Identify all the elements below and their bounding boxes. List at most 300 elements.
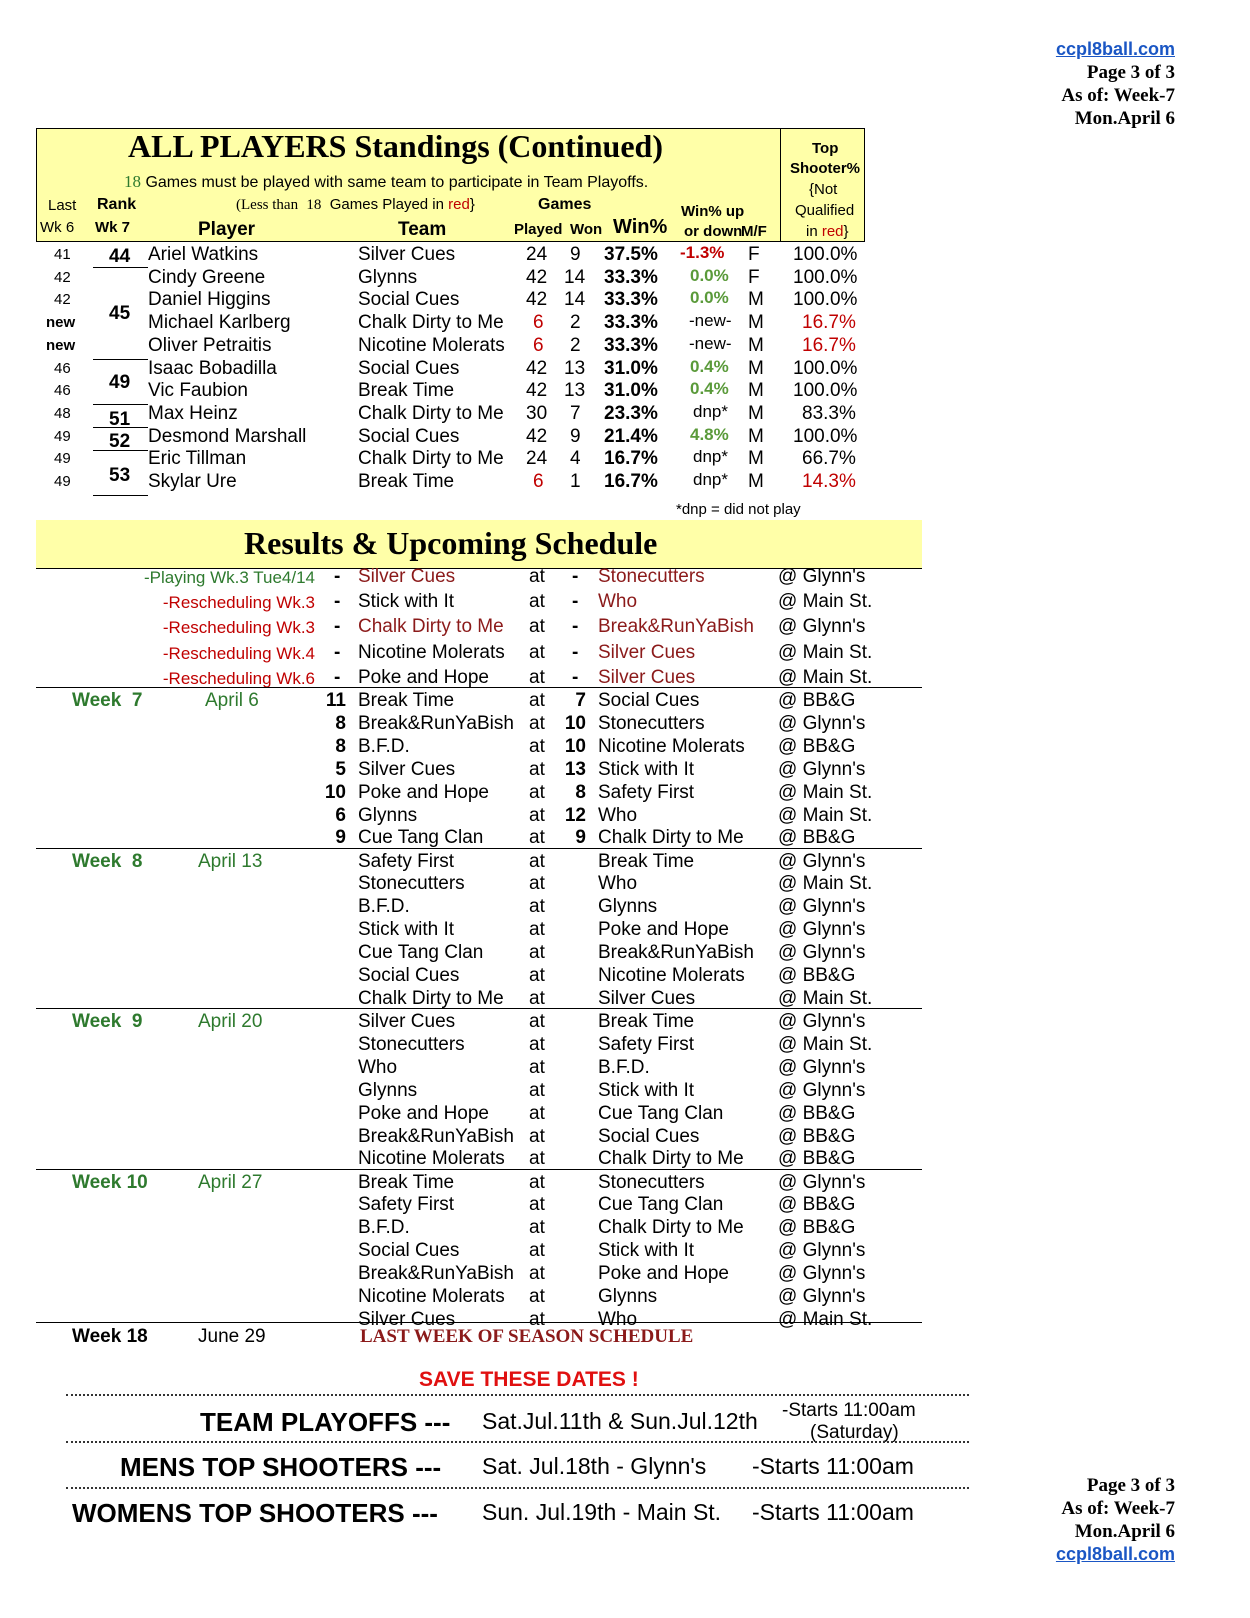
row-win-pct: 33.3% [604, 334, 658, 356]
row-win-pct: 33.3% [604, 289, 658, 311]
makeup-away-team: Who [598, 591, 638, 613]
row-team-name: Chalk Dirty to Me [358, 448, 504, 470]
makeup-venue: @ Main St. [778, 591, 873, 613]
row-team-name: Social Cues [358, 289, 460, 311]
away-team: Glynns [598, 896, 658, 918]
top-shooter-brace: } [843, 223, 849, 240]
row-last-week-rank: new [46, 314, 76, 332]
away-team: Cue Tang Clan [598, 1102, 724, 1124]
row-team-name: Silver Cues [358, 244, 456, 265]
venue: @ BB&G [778, 1102, 856, 1124]
at-label: at [529, 919, 545, 941]
home-team: Nicotine Molerats [358, 1148, 505, 1170]
away-team: Stick with It [598, 758, 695, 780]
row-win-change: 0.4% [690, 356, 729, 376]
row-player-name: Daniel Higgins [148, 289, 271, 311]
row-last-week-rank: 49 [54, 473, 71, 490]
row-player-name: Oliver Petraitis [148, 334, 272, 356]
makeup-label: -Rescheduling Wk.6 [162, 668, 315, 688]
home-team: Break Time [358, 1171, 455, 1193]
home-score: 8 [335, 712, 346, 734]
row-games-won: 2 [570, 334, 581, 356]
row-win-change: dnp* [693, 470, 728, 489]
at-label: at [529, 1148, 545, 1170]
row-player-name: Cindy Greene [148, 266, 266, 288]
top-shooter-red: red [821, 223, 844, 240]
row-team-name: Break Time [358, 380, 455, 402]
away-score: 7 [575, 690, 586, 711]
event-start-day: (Saturday) [810, 1422, 899, 1443]
home-team: Break&RunYaBish [358, 1263, 514, 1285]
row-games-won: 4 [570, 448, 581, 470]
at-label: at [529, 804, 545, 826]
home-team: Safety First [358, 850, 455, 872]
event-start: -Starts 11:00am [752, 1453, 914, 1479]
row-games-played: 6 [533, 334, 544, 356]
at-label: at [529, 1011, 545, 1032]
top-shooter-line5 [806, 223, 849, 240]
makeup-home-team: Stick with It [358, 591, 455, 613]
row-top-shooter-pct: 100.0% [793, 425, 858, 447]
venue: @ Main St. [778, 987, 873, 1009]
away-team: Nicotine Molerats [598, 735, 745, 757]
row-games-won: 9 [570, 244, 581, 265]
row-games-played: 30 [526, 402, 548, 424]
dash-separator: - [334, 566, 341, 587]
row-last-week-rank: 42 [54, 291, 71, 309]
less-than-number: 18 [306, 197, 322, 213]
venue: @ Glynn's [778, 712, 866, 734]
week-date: April 6 [205, 690, 259, 711]
row-win-pct: 16.7% [604, 471, 658, 492]
week-divider [36, 687, 922, 688]
row-player-name: Max Heinz [148, 402, 238, 424]
row-top-shooter-pct: 100.0% [793, 244, 858, 265]
venue: @ Glynn's [778, 1286, 866, 1307]
row-gender: F [748, 244, 760, 265]
away-score: 9 [575, 827, 586, 849]
venue: @ Glynn's [778, 919, 866, 941]
at-label: at [529, 712, 545, 734]
row-last-week-rank: 42 [54, 268, 71, 286]
col-wk7: Wk 7 [95, 219, 131, 236]
row-games-played: 6 [533, 312, 544, 334]
makeup-venue: @ Main St. [778, 641, 873, 663]
home-team: Break&RunYaBish [358, 1125, 514, 1147]
away-team: Poke and Hope [598, 1263, 729, 1285]
top-shooter-line1: Top [812, 140, 839, 157]
site-link[interactable]: ccpl8ball.com [1055, 39, 1175, 59]
home-team: Silver Cues [358, 1308, 456, 1330]
row-team-name: Break Time [358, 471, 455, 492]
home-team: Poke and Hope [358, 1102, 489, 1124]
row-win-pct: 31.0% [604, 380, 658, 402]
dash-separator: - [334, 616, 341, 638]
row-player-name: Ariel Watkins [148, 244, 259, 265]
row-win-pct: 33.3% [604, 266, 658, 288]
at-label: at [529, 850, 545, 872]
row-games-played: 42 [526, 380, 548, 402]
row-games-played: 24 [526, 244, 548, 265]
row-games-played: 42 [526, 266, 548, 288]
home-team: Glynns [358, 1079, 418, 1101]
row-win-pct: 31.0% [604, 357, 658, 379]
at-label: at [529, 1033, 545, 1055]
row-top-shooter-pct: 16.7% [802, 312, 856, 334]
row-win-change: 4.8% [690, 424, 729, 444]
away-score: 10 [564, 735, 586, 757]
as-of-week: As of: Week-7 [1061, 85, 1175, 106]
home-team: Stonecutters [358, 873, 465, 895]
row-gender: M [748, 334, 764, 356]
col-change-line2: or down [684, 223, 743, 240]
venue: @ Main St. [778, 873, 873, 895]
home-score: 10 [324, 781, 346, 803]
row-top-shooter-pct: 83.3% [802, 402, 856, 424]
week-divider [36, 1008, 922, 1009]
makeup-venue: @ Glynn's [778, 566, 866, 587]
venue: @ Glynn's [778, 1079, 866, 1101]
venue: @ Main St. [778, 1308, 873, 1330]
top-shooter-line2: Shooter% [790, 160, 861, 177]
away-score: 12 [564, 804, 586, 826]
away-team: Who [598, 804, 638, 826]
venue: @ Glynn's [778, 758, 866, 780]
row-last-week-rank: 48 [54, 404, 71, 422]
away-score: 13 [564, 758, 586, 780]
away-team: Break Time [598, 850, 695, 872]
row-gender: M [748, 312, 764, 334]
at-label: at [529, 566, 545, 587]
rank-underline [93, 404, 148, 405]
away-team: Silver Cues [598, 987, 696, 1009]
away-score: 8 [575, 781, 586, 803]
save-dates-title: SAVE THESE DATES ! [419, 1368, 639, 1391]
page-number: Page 3 of 3 [1086, 62, 1175, 83]
makeup-label: -Rescheduling Wk.4 [162, 643, 315, 663]
home-team: Silver Cues [358, 758, 456, 780]
home-team: Social Cues [358, 1240, 460, 1262]
row-win-pct: 16.7% [604, 448, 658, 470]
away-team: Chalk Dirty to Me [598, 1148, 744, 1170]
dotted-divider [66, 1441, 969, 1443]
at-label: at [529, 827, 545, 849]
row-win-change: 0.0% [690, 265, 729, 285]
row-player-name: Michael Karlberg [148, 312, 291, 334]
row-games-won: 13 [564, 357, 586, 379]
row-gender: M [748, 425, 764, 447]
row-win-change: dnp* [693, 401, 728, 421]
red-word: red [448, 196, 470, 213]
home-team: Stonecutters [358, 1033, 465, 1055]
col-wk6: Wk 6 [40, 219, 75, 236]
top-shooter-in: in [806, 223, 822, 240]
as-of-date: Mon.April 6 [1074, 108, 1175, 129]
row-games-played: 24 [526, 448, 548, 470]
makeup-label: -Rescheduling Wk.3 [162, 593, 315, 613]
schedule-title: Results & Upcoming Schedule [244, 525, 658, 561]
row-gender: M [748, 357, 764, 379]
row-team-name: Chalk Dirty to Me [358, 402, 504, 424]
at-label: at [529, 666, 545, 688]
col-team: Team [398, 219, 447, 240]
last-week-label: Week 18 [72, 1326, 148, 1347]
home-score: 9 [335, 827, 346, 849]
games-requirement-number: 18 [124, 172, 141, 191]
row-win-pct: 33.3% [604, 312, 658, 334]
row-win-change: -new- [689, 333, 732, 353]
venue: @ Glynn's [778, 1240, 866, 1262]
row-win-change: 0.0% [690, 288, 729, 308]
less-than-label: (Less than [236, 197, 299, 213]
week-divider [36, 1322, 922, 1323]
venue: @ BB&G [778, 827, 856, 849]
venue: @ Glynn's [778, 850, 866, 872]
row-top-shooter-pct: 16.7% [802, 334, 856, 356]
rank-underline [93, 427, 148, 428]
makeup-label: -Playing Wk.3 Tue4/14 [143, 568, 315, 587]
col-played: Played [514, 221, 563, 238]
page-number: Page 3 of 3 [1086, 1475, 1175, 1496]
away-score: 10 [564, 712, 586, 734]
makeup-away-team: Stonecutters [598, 566, 705, 587]
row-games-won: 9 [570, 425, 581, 447]
makeup-away-team: Silver Cues [598, 641, 696, 663]
at-label: at [529, 987, 545, 1009]
row-top-shooter-pct: 100.0% [793, 266, 858, 288]
away-team: Break Time [598, 1011, 695, 1032]
home-team: Who [358, 1056, 398, 1078]
row-player-name: Eric Tillman [148, 448, 247, 470]
row-gender: M [748, 448, 764, 470]
venue: @ BB&G [778, 735, 856, 757]
row-win-change: 0.4% [690, 379, 729, 399]
rank-label: 52 [109, 431, 131, 452]
at-label: at [529, 781, 545, 803]
home-score: 6 [335, 804, 346, 826]
event-name: TEAM PLAYOFFS --- [200, 1407, 451, 1437]
home-team: Social Cues [358, 965, 460, 986]
makeup-label: -Rescheduling Wk.3 [162, 618, 315, 638]
row-win-pct: 21.4% [604, 425, 658, 447]
at-label: at [529, 1079, 545, 1101]
row-games-won: 1 [570, 471, 581, 492]
row-team-name: Chalk Dirty to Me [358, 312, 504, 334]
site-link[interactable]: ccpl8ball.com [1055, 1544, 1175, 1564]
at-label: at [529, 690, 545, 711]
col-win-pct: Win% [613, 216, 668, 238]
rank-label: 49 [109, 372, 131, 393]
away-team: Chalk Dirty to Me [598, 827, 744, 849]
row-team-name: Social Cues [358, 425, 460, 447]
games-requirement-text: Games must be played with same team to participate in Team Playoffs. [141, 174, 649, 191]
venue: @ Glynn's [778, 1171, 866, 1193]
at-label: at [529, 1194, 545, 1216]
rank-label: 51 [109, 409, 131, 430]
dash-separator: - [572, 566, 579, 587]
venue: @ Main St. [778, 781, 873, 803]
games-played-in-label: Games Played in [329, 196, 444, 213]
rank-label: 53 [109, 465, 131, 486]
rank-label: 45 [109, 303, 131, 324]
home-team: Glynns [358, 804, 418, 826]
home-team: Break Time [358, 690, 455, 711]
at-label: at [529, 1102, 545, 1124]
week-date: April 27 [198, 1171, 263, 1193]
venue: @ BB&G [778, 1148, 856, 1170]
away-team: Stonecutters [598, 712, 705, 734]
dash-separator: - [334, 641, 341, 663]
col-won: Won [570, 221, 603, 238]
last-week-text: LAST WEEK OF SEASON SCHEDULE [360, 1326, 694, 1347]
away-team: Safety First [598, 781, 695, 803]
dash-separator: - [572, 666, 579, 688]
row-win-change: -1.3% [680, 243, 725, 262]
week-label: Week 7 [72, 690, 143, 711]
event-name: MENS TOP SHOOTERS --- [120, 1452, 442, 1482]
at-label: at [529, 1125, 545, 1147]
dnp-note: *dnp = did not play [676, 501, 801, 518]
away-team: Stick with It [598, 1079, 695, 1101]
dotted-divider [66, 1487, 969, 1489]
event-name: WOMENS TOP SHOOTERS --- [72, 1498, 438, 1528]
home-team: Stick with It [358, 919, 455, 941]
makeup-venue: @ Main St. [778, 666, 873, 688]
row-player-name: Skylar Ure [148, 471, 237, 492]
makeup-home-team: Chalk Dirty to Me [358, 616, 504, 638]
home-score: 11 [325, 690, 346, 711]
event-start: -Starts 11:00am [752, 1499, 914, 1525]
away-team: Stonecutters [598, 1171, 705, 1193]
col-player: Player [198, 219, 256, 240]
row-games-won: 13 [564, 380, 586, 402]
row-win-pct: 23.3% [604, 402, 658, 424]
away-team: Poke and Hope [598, 919, 729, 941]
row-player-name: Vic Faubion [148, 380, 248, 402]
home-team: B.F.D. [358, 735, 410, 757]
home-team: Safety First [358, 1194, 455, 1216]
corner-footer [1056, 1474, 1175, 1566]
home-score: 5 [335, 758, 346, 780]
home-team: B.F.D. [358, 1217, 410, 1239]
venue: @ Main St. [778, 804, 873, 826]
away-team: Break&RunYaBish [598, 942, 754, 964]
at-label: at [529, 1171, 545, 1193]
away-team: B.F.D. [598, 1056, 650, 1078]
row-games-played: 42 [526, 425, 548, 447]
games-requirement-note [124, 172, 648, 192]
last-week-date: June 29 [198, 1326, 266, 1347]
rank-underline [93, 495, 148, 496]
as-of-date: Mon.April 6 [1074, 1521, 1175, 1542]
venue: @ Main St. [778, 1033, 873, 1055]
week-divider [36, 1169, 922, 1170]
dash-separator: - [334, 666, 341, 688]
at-label: at [529, 1263, 545, 1285]
row-team-name: Nicotine Molerats [358, 334, 505, 356]
venue: @ Glynn's [778, 1263, 866, 1285]
at-label: at [529, 965, 545, 986]
row-last-week-rank: 49 [54, 450, 71, 468]
home-team: Chalk Dirty to Me [358, 987, 504, 1009]
standings-title: ALL PLAYERS Standings (Continued) [128, 128, 663, 164]
at-label: at [529, 735, 545, 757]
rank-underline [93, 359, 148, 360]
at-label: at [529, 942, 545, 964]
at-label: at [529, 1308, 545, 1330]
at-label: at [529, 758, 545, 780]
row-games-won: 14 [564, 266, 586, 288]
makeup-away-team: Silver Cues [598, 666, 696, 688]
makeup-venue: @ Glynn's [778, 616, 866, 638]
row-gender: M [748, 471, 764, 492]
dash-separator: - [334, 591, 341, 613]
row-player-name: Isaac Bobadilla [148, 357, 277, 379]
row-gender: M [748, 289, 764, 311]
at-label: at [529, 591, 545, 613]
makeup-home-team: Poke and Hope [358, 666, 489, 688]
venue: @ Glynn's [778, 1011, 866, 1032]
col-games: Games [538, 196, 592, 213]
venue: @ BB&G [778, 965, 856, 986]
row-last-week-rank: 46 [54, 359, 71, 377]
row-win-pct: 37.5% [604, 244, 658, 265]
home-team: Nicotine Molerats [358, 1286, 505, 1307]
row-games-won: 14 [564, 289, 586, 311]
home-team: B.F.D. [358, 896, 410, 918]
at-label: at [529, 641, 545, 663]
dash-separator: - [572, 591, 579, 613]
week-date: April 20 [198, 1011, 263, 1032]
home-team: Break&RunYaBish [358, 712, 514, 734]
makeup-home-team: Nicotine Molerats [358, 641, 505, 663]
away-team: Social Cues [598, 1125, 700, 1147]
rank-underline [93, 450, 148, 451]
week-label: Week 9 [72, 1011, 143, 1032]
at-label: at [529, 896, 545, 918]
away-team: Stick with It [598, 1240, 695, 1262]
week-date: April 13 [198, 850, 263, 872]
event-when: Sat.Jul.11th & Sun.Jul.12th [482, 1408, 758, 1434]
row-top-shooter-pct: 100.0% [793, 357, 858, 379]
event-when: Sun. Jul.19th - Main St. [482, 1499, 722, 1525]
top-shooter-line3: {Not [809, 181, 838, 198]
row-games-won: 7 [570, 402, 581, 424]
home-score: 8 [335, 735, 346, 757]
venue: @ BB&G [778, 1125, 856, 1147]
away-team: Safety First [598, 1033, 695, 1055]
home-team: Poke and Hope [358, 781, 489, 803]
col-rank: Rank [97, 196, 137, 213]
as-of-week: As of: Week-7 [1061, 1498, 1175, 1519]
away-team: Social Cues [598, 690, 700, 711]
row-games-played: 6 [533, 471, 544, 492]
venue: @ BB&G [778, 1194, 856, 1216]
makeup-away-team: Break&RunYaBish [598, 616, 754, 638]
row-team-name: Glynns [358, 266, 418, 288]
row-gender: F [748, 266, 760, 288]
away-team: Cue Tang Clan [598, 1194, 724, 1216]
at-label: at [529, 616, 545, 638]
dash-separator: - [572, 616, 579, 638]
row-top-shooter-pct: 14.3% [802, 471, 856, 492]
col-change-line1: Win% up [681, 203, 745, 220]
close-brace: } [469, 196, 475, 213]
rank-label: 44 [109, 246, 131, 267]
col-last: Last [48, 197, 77, 214]
less-than-note [236, 196, 475, 214]
row-win-change: dnp* [693, 447, 728, 467]
